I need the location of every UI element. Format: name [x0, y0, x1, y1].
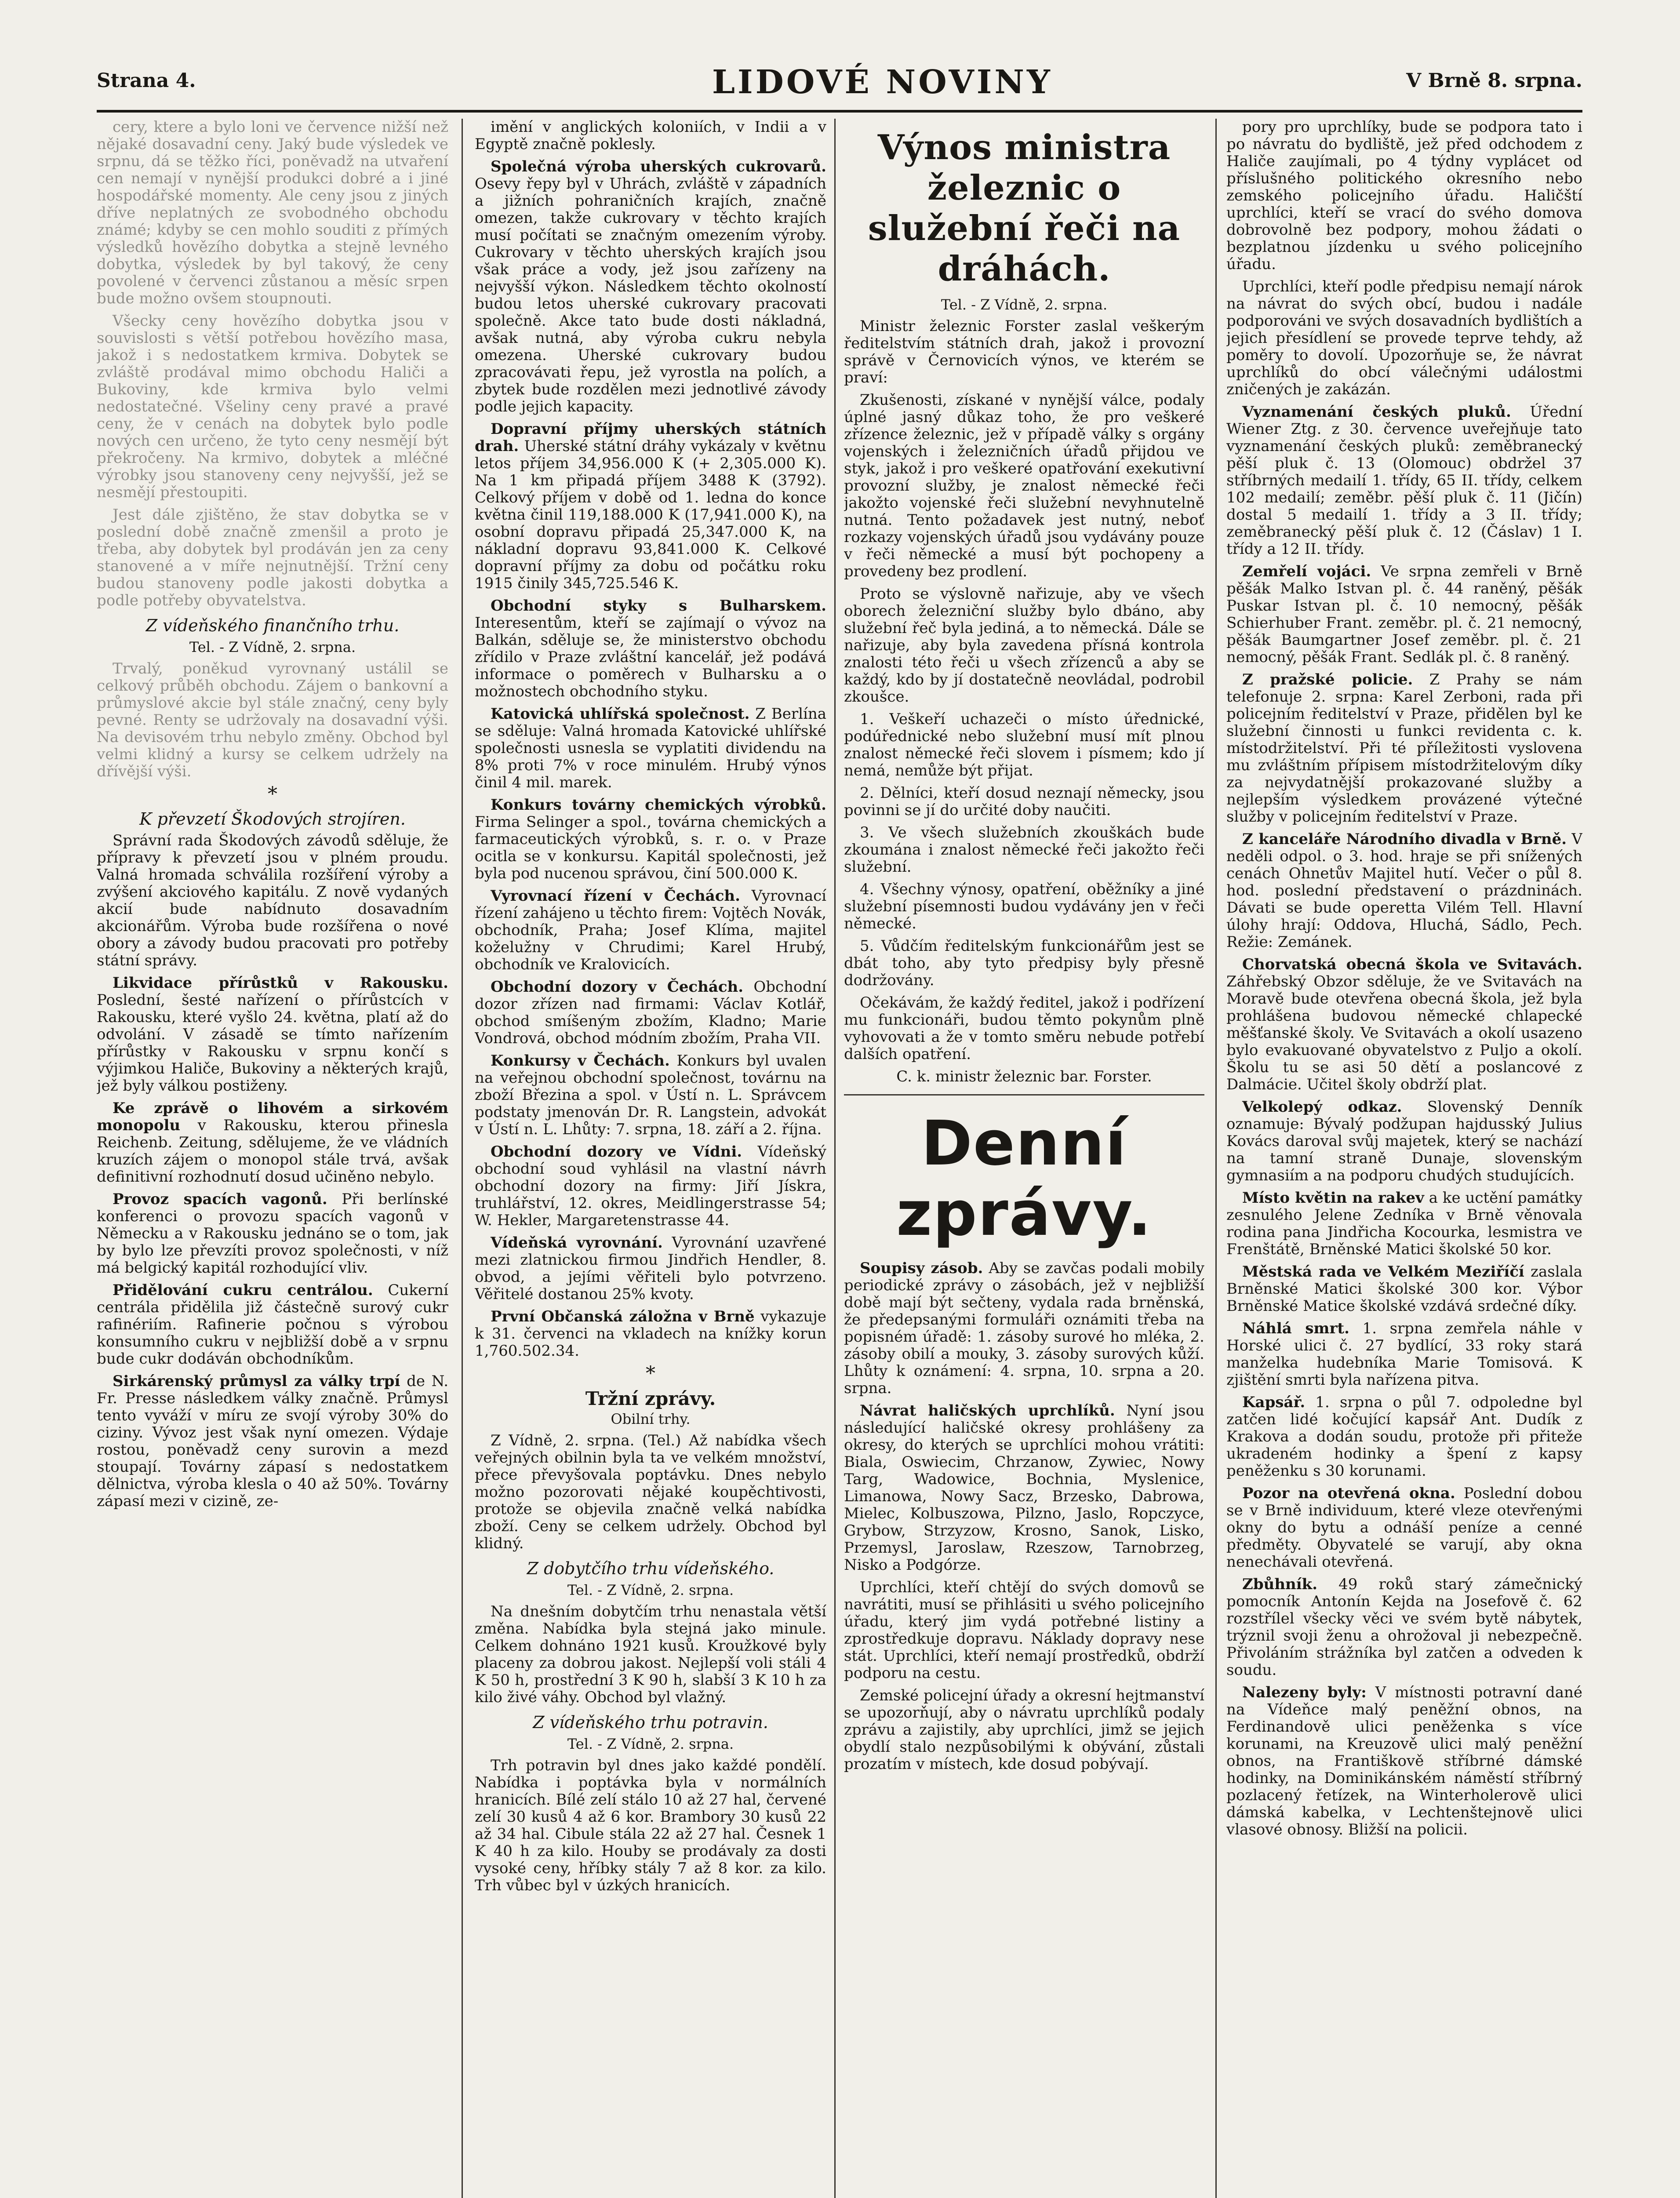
column-2	[475, 119, 826, 2198]
item-text: Z Berlína se sděluje: Valná hromada Katovické uhlířské společnosti usnesla se vyplatiti dividendu na 8% proti 7% v roce minulém. Hrubý výnos činil 4 mil. marek.	[475, 705, 826, 791]
item-head: Provoz spacích vagonů.	[113, 1190, 327, 1208]
article-text: imění v anglických koloniích, v Indii a v Egyptě značně poklesly.	[475, 119, 826, 153]
item-head: Konkurs továrny chemických výrobků.	[491, 796, 826, 814]
section-title: K převzetí Škodových strojíren.	[139, 809, 406, 829]
item-text: 1. srpna zemřela náhle v Horské ulici č. 27 bydlící, 33 roky stará manželka hudebníka Marie Tomisová. K zjištění smrti byla nařízena pitva.	[1226, 1320, 1582, 1389]
article-text: 2. Dělníci, kteří dosud neznají německy, jsou povinni se jí do určité doby naučiti.	[844, 784, 1204, 819]
item-text: Poslední dobou se v Brně individuum, které vleze otevřenými okny do bytu a odnáší peníze a cenné předměty. Obyvatelé se varují, aby okna nenechávali otevřená.	[1226, 1485, 1582, 1571]
signature-line: C. k. ministr železnic bar. Forster.	[896, 1068, 1152, 1085]
section-headline: Denní zprávy.	[896, 1108, 1153, 1250]
item-text: v Rakousku, kterou přinesla Reichenb. Zeitung, sdělujeme, že ve vládních kruzích zájem o monopol stále trvá, avšak definitivní rozhodnutí dosud učiněno nebylo.	[97, 1117, 448, 1186]
item-text: Slovenský Denník oznamuje: Bývalý podžupan hajdusský Julius Kovács daroval svůj majetek, který se nachází na tamní straně Dunaje, slovenským gymnasiím a na podporu chudých studujících.	[1226, 1098, 1582, 1184]
item-head: Městská rada ve Velkém Meziříčí	[1242, 1263, 1524, 1281]
item-text: Vídeňský obchodní soud vyhlásil na vlastní návrh obchodní dozory na firmy: Jiří Jískra, truhlářství, 12. okres, Meidlingerstrasse 54; W. Hekler, Margaretenstrasse 44.	[475, 1143, 826, 1229]
article-text: Proto se výslovně nařizuje, aby ve všech oborech železniční služby bylo dbáno, aby služební řeč byla jediná, a to německá. Dále se nařizuje, aby byla zavedena přísná kontrola znalosti této řeči u všech zřízenců a aby se každý, kdo by jí dostatečně neovládal, podrobil zkoušce.	[844, 585, 1204, 706]
news-item	[97, 1191, 448, 1277]
news-item	[475, 1308, 826, 1360]
article-text: Na dnešním dobytčím trhu nenastala větší změna. Nabídka byla stejná jako minule. Celkem dohnáno 1921 kusů. Kroužkové byly placeny za dobrou jakost. Nejlepší voli stáli 4 K 50 h, prostřední 3 K 90 h, slabší 3 K 10 h za kilo živé váhy. Obchod byl vlažný.	[475, 1603, 826, 1706]
article-text: Uprchlíci, kteří podle předpisu nemají nárok na návrat do svých obcí, budou i nadále podporováni ve svých dosavadních bydlištích a jejich přesídlení se provede teprve tehdy, až poměry to dovolí. Upozorňuje se, že návrat uprchlíků do obcí válečnými událostmi zničených je zakázán.	[1226, 278, 1582, 398]
item-text: de N. Fr. Presse následkem války značně. Průmysl tento vyváží v míru ze svojí výroby 30% do ciziny. Vývoz jest však nyní omezen. Výdaje rostou, poněvadž ceny surovin a mezd stoupají. Továrny zápasí s nedostatkem dělnictva, výroba klesla o 40 až 50%. Továrny zápasí mezi v cizině, ze-	[97, 1372, 448, 1510]
item-head: Velkolepý odkaz.	[1242, 1098, 1402, 1116]
news-item	[1226, 404, 1582, 558]
masthead: LIDOVÉ NOVINY	[712, 63, 1053, 101]
item-text: Vyrovnací řízení zahájeno u těchto firem: Vojtěch Novák, obchodník, Praha; Josef Klíma, majitel koželužny v Chrudimi; Karel Hrubý, obchodník ve Kralovicích.	[475, 887, 826, 973]
article-text: Očekávám, že každý ředitel, jakož i podřízení mu funkcionáři, budou těmto pokynům plně vyhovovati a že v tomto směru nebude potřebí dalších opatření.	[844, 994, 1204, 1063]
section-title: Z vídeňského finančního trhu.	[145, 616, 400, 635]
item-head: Sirkárenský průmysl za války trpí	[113, 1372, 400, 1390]
section-subtitle: Obilní trhy.	[611, 1411, 691, 1427]
article-text: 4. Všechny výnosy, opatření, oběžníky a jiné služební písemnosti budou vydávány jen v řeči německé.	[844, 881, 1204, 932]
item-head: Z pražské policie.	[1242, 671, 1413, 688]
item-text: V neděli odpol. o 3. hod. hraje se při snížených cenách Ohnetův Majitel hutí. Večer o půl 8. hod. poslední představení o prázdninách. Dávati se bude operetta Vilém Tell. Hlavní úlohy hrají: Oddova, Hluchá, Sádlo, Pech. Režie: Zemánek.	[1226, 830, 1582, 951]
news-item	[1226, 1320, 1582, 1389]
item-head: Soupisy zásob.	[860, 1259, 983, 1277]
separator-star: *	[646, 1362, 655, 1385]
news-item	[475, 158, 826, 415]
item-head: Konkursy v Čechách.	[491, 1052, 670, 1070]
news-item	[97, 1373, 448, 1510]
article-text: Správní rada Škodových závodů sděluje, že přípravy k převzetí jsou v plném proudu. Valná hromada schválila rozšíření výroby a zvýšení akciového kapitálu. Z nově vydaných akcií bude nabídnuto dosavadním akcionářům. Výroba bude rozšířena o nové obory a závody budou pracovati pro potřeby státní správy.	[97, 832, 448, 969]
item-head: Ke zprávě o lihovém a sirkovém monopolu	[97, 1099, 448, 1134]
news-item	[844, 1402, 1204, 1574]
item-head: Místo květin na rakev	[1242, 1189, 1424, 1207]
article-text: Uprchlíci, kteří chtějí do svých domovů se navrátiti, musí se přihlásiti u svého policejního úřadu, který jim vydá potřebné listiny a zprostředkuje dopravu. Náklady dopravy nese stát. Uprchlíci, kteří nemají prostředků, obdrží podporu na cestu.	[844, 1579, 1204, 1682]
news-item	[1226, 1263, 1582, 1315]
column-3	[844, 119, 1204, 2198]
column-rule	[1215, 119, 1217, 2198]
item-head: Zbůhník.	[1242, 1576, 1318, 1593]
article-text: Trvalý, poněkud vyrovnaný ustálil se celkový průběh obchodu. Zájem o bankovní a průmyslové akcie byl stále značný, ceny byly pevné. Renty se udržovaly na dosavadní výši. Na devisovém trhu nebylo změny. Obchod byl velmi klidný a kursy se celkem udržely na dřívější výši.	[97, 660, 448, 780]
item-text: Osevy řepy byl v Uhrách, zvláště v západních a jižních pohraničních krajích, značně omezen, takže cukrovary v těchto krajích musí počítati se značným omezením výroby. Cukrovary v těchto uherských krajích jsou však práce a vody, jež jsou zařízeny na nejvyšší výkon. Následkem těchto okolností budou letos uherské cukrovary pracovati společně. Akce tato bude dosti nákladná, avšak nutná, aby výroba cukru nebyla omezena. Uherské cukrovary budou zpracovávati řepu, jež vyrostla na polích, a zbytek bude rozdělen mezi jednotlivé závody podle jejich kapacity.	[475, 175, 826, 415]
item-text: Až nabídka všech veřejných obilnin byla ta ve velkém množství, přece převyšovala poptávku. Dnes nebylo možno pozorovati nějaké koupěchtivosti, protože se objevila značně velká nabídka zboží. Ceny se celkem udržely. Obchod byl klidný.	[475, 1432, 826, 1552]
item-head: Kapsář.	[1242, 1394, 1305, 1411]
article-text: 5. Vůdčím ředitelským funkcionářům jest se dbát toho, aby tyto předpisy byly přesně dodržovány.	[844, 937, 1204, 989]
news-item	[1226, 1576, 1582, 1679]
item-text: Aby se zavčas podali mobily periodické zprávy o zásobách, jež v nejbližší době mají být sečteny, vydala rada brněnská, že předepsanými formuláři oznámiti třeba na popisném úřadě: 1. zásoby surové ho mléka, 2. zásoby obilí a mouky, 3. zásoby surových kůží. Lhůty k oznámení: 4. srpna, 10. srpna a 20. srpna.	[844, 1259, 1204, 1397]
article-text: Zkušenosti, získané v nynější válce, podaly úplné jasný důkaz toho, že pro veškeré zřízence železnic, jež v případě války s orgány vojenských i železničních úřadů přijdou ve styk, jakož i pro veškeré opatřování exekutivní provozní služby, je znalost německé řeči jakožto vojenské řeči služební nevyhnutelně nutná. Tento požadavek jest nutný, neboť rozkazy vojenských úřadů jsou vydávány pouze v řeči německé a musí být pochopeny a provedeny bez prodlení.	[844, 391, 1204, 580]
column-rule	[462, 119, 463, 2198]
news-item	[1226, 1099, 1582, 1184]
article-text: Trh potravin byl dnes jako každé pondělí. Nabídka i poptávka byla v normálních hranicích. Bílé zelí stálo 10 až 27 hal, červené zelí 30 kusů 4 až 6 kor. Brambory 30 kusů 22 až 34 hal. Cibule stála 22 až 27 hal. Česnek 1 K 40 h za kilo. Houby se prodávaly za dosti vysoké ceny, hříbky stály 7 až 8 kor. za kilo. Trh vůbec byl v úzkých hranicích.	[475, 1757, 826, 1894]
item-head: Obchodní dozory ve Vídni.	[491, 1143, 742, 1161]
news-item	[475, 1234, 826, 1303]
item-head: Návrat haličských uprchlíků.	[860, 1402, 1115, 1419]
news-item	[475, 597, 826, 700]
item-text: Ve srpna zemřeli v Brně pěšák Malko Istvan pl. č. 44 raněný, pěšák Puskar Istvan pl. č. 10 nemocný, pěšák Schierhuber Frant. zeměbr. pl. č. 21 nemocný, pěšák Baumgartner Josef zeměbr. pl. č. 21 nemocný, pěšák Frant. Sedlák pl. č. 8 raněný.	[1226, 563, 1582, 666]
article-text: 1. Veškeří uchazeči o místo úřednické, podúřednické nebo služební musí mít plnou znalost německé řeči slovem i písmem; kdo jí nemá, nemůže být přijat.	[844, 710, 1204, 779]
item-text: Z Prahy se nám telefonuje 2. srpna: Karel Zerboni, rada při policejním ředitelství v Praze, přidělen byl ke služební činnosti u funkci revidenta c. k. místodržitelství. Při té příležitosti vyslovena mu zvláštním přípisem místodržitelovým díky za nejvydatnější prokazované služby a nejlepším výsledkem provázené výtečné služby v policejním ředitelství v Praze.	[1226, 671, 1582, 826]
news-item	[475, 1143, 826, 1229]
news-item	[1226, 1485, 1582, 1571]
item-text: a ke uctění památky zesnulého Jelene Zedníka v Brně věnovala rodina pana Jindřicha Kocourka, lesmistra ve Frenštátě, Brněnské Matici školské 50 kor.	[1226, 1189, 1582, 1258]
item-head: Náhlá smrt.	[1242, 1320, 1349, 1337]
news-item	[475, 979, 826, 1047]
item-head: Zemřelí vojáci.	[1242, 563, 1371, 580]
item-head: Pozor na otevřená okna.	[1242, 1485, 1455, 1502]
headline-dateline: Tel. - Z Vídně, 2. srpna.	[941, 296, 1108, 313]
item-head: Obchodní styky s Bulharskem.	[491, 597, 826, 615]
news-item	[97, 1100, 448, 1186]
item-head: Katovická uhlířská společnost.	[491, 705, 750, 723]
article-text: Jest dále zjištěno, že stav dobytka se v poslední době značně zmenšil a proto je třeba, aby dobytek byl prodáván jen za ceny stanovené a v míře nejnutnější. Tržní ceny budou stanoveny podle jakosti dobytka a podle potřeby obyvatelstva.	[97, 506, 448, 609]
divider	[844, 1094, 1204, 1095]
article-text: cery, ktere a bylo loni ve července nižší než nějaké dosavadní ceny. Jaký bude výsledek ve srpnu, dá se těžko říci, poněvadž na utvaření cen nemají v nynější produkci dobré a i jiné hospodářské momenty. Ale ceny jsou z jiných dříve neplatných ze svobodného obchodu známé; kdyby se cen mohlo souditi z přímých výsledků hovězího dobytka a stejně levného dobytka, výsledek by byl takový, že ceny povolené v červenci zůstanou a měsíc srpen bude možno ovšem stoupnouti.	[97, 119, 448, 307]
item-head: Vyznamenání českých pluků.	[1242, 403, 1511, 421]
article-text	[475, 1432, 826, 1552]
item-dateline: Z Vídně, 2. srpna. (Tel.)	[491, 1432, 681, 1449]
news-item	[97, 1282, 448, 1368]
article-text: Ministr železnic Forster zaslal veškerým ředitelstvím státních drah, jakož i provozní správě v Černovicích výnos, ve kterém se praví:	[844, 317, 1204, 386]
news-item	[1226, 671, 1582, 826]
news-item	[1226, 1394, 1582, 1480]
item-text: Konkurs byl uvalen na veřejnou obchodní společnost, továrnu na zboží Březina a spol. v Ústí n. L. Správcem podstaty jmenován Dr. R. Langstein, advokát v Ústí n. L. Lhůty: 7. srpna, 18. září a 2. října.	[475, 1052, 826, 1138]
news-item	[1226, 831, 1582, 951]
section-title: Tržní zprávy.	[585, 1388, 716, 1409]
item-head: Společná výroba uherských cukrovarů.	[491, 158, 826, 175]
item-text: Firma Selinger a spol., továrna chemických a farmaceutických výrobků, s. r. o. v Praze ocitla se v konkursu. Kapitál společnosti, jež byla pod nucenou správou, činí 500.000 K.	[475, 813, 826, 882]
item-text: zaslala Brněnské Matici školské 300 kor. Výbor Brněnské Matice školské vzdává srdečné díky.	[1226, 1263, 1582, 1315]
item-head: Nalezeny byly:	[1242, 1684, 1367, 1701]
item-text: Záhřebský Obzor sděluje, že ve Svitavách na Moravě bude otevřena obecná škola, jež byla prohlášena budovou německé chlapecké měšťanské školy. Ve Svitavách a okolí usazeno bylo evakuované obyvatelstvo z Puljo a okolí. Školu tu se asi 50 dětí a poslancové z Dalmácie. Učitel školy obdrží plat.	[1226, 973, 1582, 1093]
item-head: Chorvatská obecná škola ve Svitavách.	[1242, 956, 1582, 973]
page-header	[97, 62, 1582, 113]
item-text: Při berlínské konferenci o provozu spacích vagonů v Německu a v Rakousku jednáno se o tom, jak by bylo lze převzíti provoz společnosti, v níž má belgický kapitál rozhodující vliv.	[97, 1190, 448, 1277]
column-4	[1226, 119, 1582, 2198]
issue-dateline: V Brně 8. srpna.	[1406, 69, 1582, 92]
item-text: Cukerní centrála přidělila již částečně surový cukr rafinériím. Rafinerie počnou s výrobou konsumního cukru v nejbližší době a v srpnu bude cukr dodáván obchodníkům.	[97, 1281, 448, 1368]
item-head: Dopravní příjmy uherských státních drah.	[475, 420, 826, 455]
separator-star: *	[268, 783, 277, 805]
news-item	[1226, 1190, 1582, 1258]
news-item	[1226, 956, 1582, 1093]
news-item	[475, 888, 826, 973]
item-text: Nyní jsou následující haličské okresy prohlášeny za okresy, do kterých se uprchlíci mohou vrátiti: Biala, Oswiecim, Chrzanow, Zywiec, Nowy Targ, Wadowice, Bochnia, Myslenice, Limanowa, Nowy Sacz, Brzesko, Dabrowa, Mielec, Kolbuszowa, Pilzno, Jaslo, Ropczyce, Grybow, Strzyzow, Krosno, Sanok, Lisko, Przemysl, Jaroslaw, Rzeszow, Tarnobrzeg, Nisko a Podgórze.	[844, 1402, 1204, 1574]
item-text: Obchodní dozor zřízen nad firmami: Václav Kotlář, obchod smíšeným zbožím, Kladno; Marie Vondrová, obchod módním zbožím, Praha VII.	[475, 978, 826, 1047]
item-text: vykazuje k 31. červenci na vkladech na knížky korun 1,760.502.34.	[475, 1308, 826, 1360]
item-text: 49 roků starý zámečnický pomocník Antonín Kejda na Josefově č. 62 rozstřílel všecky věci ve svém bytě nábytek, trýznil svoji ženu a ohrožoval ji nebezpečně. Přivoláním strážníka byl zatčen a odveden k soudu.	[1226, 1576, 1582, 1679]
item-head: Přidělování cukru centrálou.	[113, 1281, 373, 1299]
item-text: Interesentům, kteří se zajímají o vývoz na Balkán, sděluje se, že ministerstvo obchodu zřídilo v Praze zvláštní kancelář, jež podává informace o poměrech v Bulharsku a o možnostech obchodního styku.	[475, 614, 826, 700]
item-head: Likvidace přírůstků v Rakousku.	[113, 974, 448, 992]
article-text: Zemské policejní úřady a okresní hejtmanství se upozorňují, aby o návratu uprchlíků podaly zprávu a zajistily, aby uprchlíci, jimž se jejich obydlí stalo nezpůsobilými k obývání, zůstali prozatím v místech, kde dosud pobývají.	[844, 1687, 1204, 1773]
item-text: 1. srpna o půl 7. odpoledne byl zatčen lidé kočující kapsář Ant. Dudík z Krakova a dodán soudu, protože při přiteže ukradeném hodinky a špení z kapsy peněženku s 30 korunami.	[1226, 1394, 1582, 1480]
news-item	[475, 706, 826, 791]
article-text: pory pro uprchlíky, bude se podpora tato i po návratu do bydliště, jež před odchodem z Haliče zaujímali, po 4 týdny vyplácet od příslušného politického okresního nebo zemského policejního úřadu. Haličští uprchlíci, kteří se vrací do svého domova dobrovolně bez podpory, mohou žádati o bezplatnou jízdenku u svého policejního úřadu.	[1226, 119, 1582, 273]
item-head: Vyrovnací řízení v Čechách.	[491, 887, 740, 905]
news-item	[844, 1260, 1204, 1397]
section-dateline: Tel. - Z Vídně, 2. srpna.	[567, 1736, 734, 1752]
column-rule	[834, 119, 836, 2198]
news-item	[1226, 563, 1582, 666]
article-text: 3. Ve všech služebních zkouškách bude zkoumána i znalost německé řeči jakožto řeči služební.	[844, 824, 1204, 876]
item-text: Uherské státní dráhy vykázaly v květnu letos příjem 34,956.000 K (+ 2,305.000 K). Na 1 km připadá příjem 3488 K (3792). Celkový příjem v době od 1. ledna do konce května činil 119,188.000 K (17,941.000 K), na osobní dopravu připadá 25,347.000 K, na nákladní dopravu 93,841.000 K. Celkové dopravní příjmy za dobu od počátku roku 1915 činily 345,725.546 K.	[475, 437, 826, 592]
page-number: Strana 4.	[97, 69, 196, 92]
item-text: Vyrovnání uzavřené mezi zlatnickou firmou Jindřich Hendler, 8. obvod, a jejími věřiteli bylo potvrzeno. Věřitelé dostanou 25% kvoty.	[475, 1234, 826, 1303]
column-1	[97, 119, 448, 2198]
section-dateline: Tel. - Z Vídně, 2. srpna.	[189, 639, 356, 655]
item-text: Úřední Wiener Ztg. z 30. července uveřejňuje tato vyznamenání českých pluků: zeměbranecký pěší pluk č. 13 (Olomouc) obdržel 37 stříbrných medailí 1. třídy, 65 II. třídy, celkem 102 medailí; zeměbr. pěší pluk č. 11 (Jičín) dostal 5 medailí 1. třídy a 3 II. třídy; zeměbranecký pěší pluk č. 12 (Čáslav) 1 I. třídy a 12 II. třídy.	[1226, 403, 1582, 558]
item-text: V místnosti potravní dané na Vídeňce malý peněžní obnos, na Ferdinandově ulici peněženka s více korunami, na Kreuzově ulici malý peněžní obnos, na Františkově stříbrné dámské hodinky, na Dominikánském náměstí stříbrný pozlacený řetízek, na Winterholerově ulici dámská kabelka, v Lechtenštejnově ulici vlasové obnosy. Bližší na policii.	[1226, 1684, 1582, 1838]
section-dateline: Tel. - Z Vídně, 2. srpna.	[567, 1582, 734, 1598]
item-head: První Občanská záložna v Brně	[491, 1308, 755, 1325]
news-item	[475, 1052, 826, 1138]
item-head: Vídeňská vyrovnání.	[491, 1234, 663, 1252]
article-text: Všecky ceny hovězího dobytka jsou v souvislosti s větší potřebou hovězího masa, jakož i s nedostatkem krmiva. Dobytek se zvláště prodával mimo obchodu Haliči a Bukoviny, kde krmiva bylo velmi nedostatečné. Všeliny ceny pravé a pravé ceny, že v cenách na dobytek bylo podle nových cen určeno, že tyto ceny nesmějí být překročeny. Na krmivo, dobytek a mléčné výrobky jsou stanoveny ceny nejvyšší, jež se nesmějí přestoupiti.	[97, 312, 448, 501]
news-item	[475, 797, 826, 882]
news-item	[1226, 1684, 1582, 1838]
section-title: Z dobytčího trhu vídeňského.	[527, 1559, 775, 1578]
item-head: Z kanceláře Národního divadla v Brně.	[1242, 830, 1567, 848]
section-title: Z vídeňského trhu potravin.	[533, 1713, 768, 1732]
item-head: Obchodní dozory v Čechách.	[491, 978, 744, 996]
item-text: Poslední, šesté nařízení o přírůstcích v Rakousku, které vyšlo 24. května, platí až do odvolání. V zásadě se tímto nařízením přírůstky v Rakousku v srpnu končí s výjimkou Haliče, Bukoviny a některých krajů, jež byly válkou postiženy.	[97, 991, 448, 1095]
news-item	[475, 421, 826, 592]
headline: Výnos ministra železnic o služební řeči na dráhách.	[868, 127, 1181, 289]
news-item	[97, 975, 448, 1095]
